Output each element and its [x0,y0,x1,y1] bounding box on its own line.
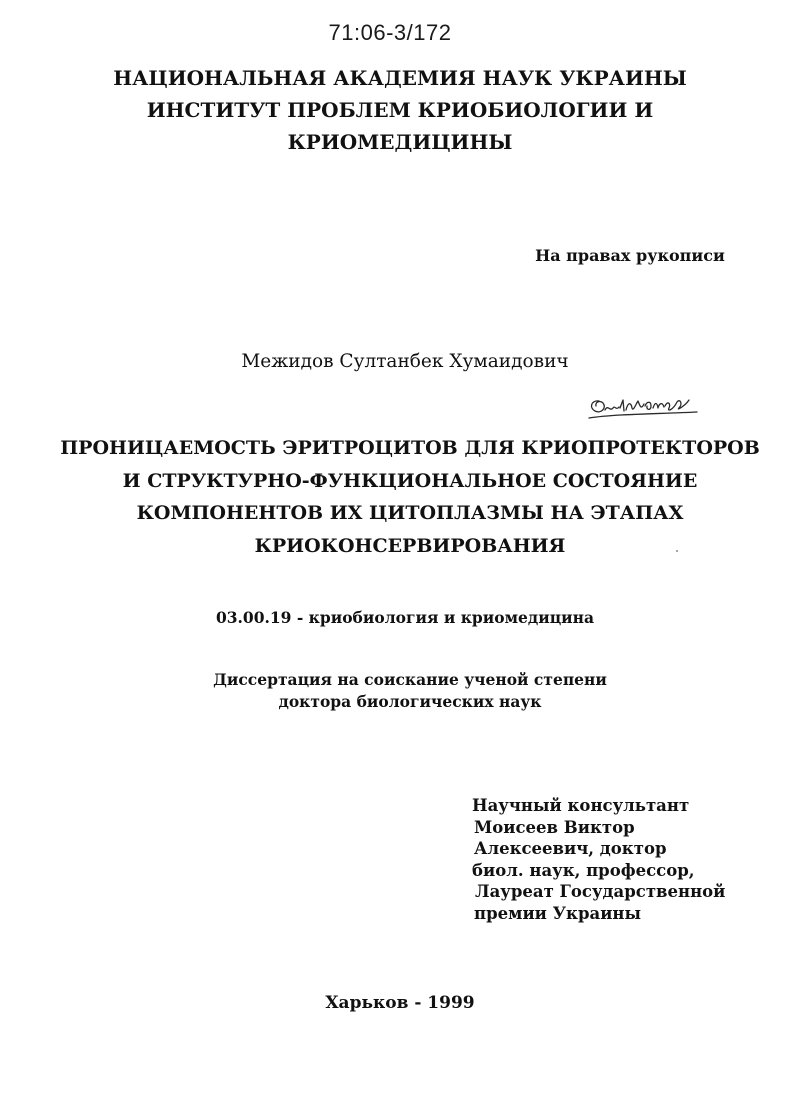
title-line: КОМПОНЕНТОВ ИХ ЦИТОПЛАЗМЫ НА ЭТАПАХ [136,502,684,524]
catalog-code: 71:06-3/172 [328,20,452,45]
dissertation-title [40,432,780,562]
advisor-line: Лауреат Государственной [475,882,726,901]
city-year: Харьков - 1999 [325,993,475,1013]
institution-line: КРИОМЕДИЦИНЫ [287,130,513,154]
title-line: И СТРУКТУРНО-ФУНКЦИОНАЛЬНОЕ СОСТОЯНИЕ [122,469,698,492]
author-name: Межидов Султанбек Хумаидович [241,351,569,372]
institution-line: ИНСТИТУТ ПРОБЛЕМ КРИОБИОЛОГИИ И [146,98,654,122]
advisor-line: Моисеев Виктор [474,817,635,837]
scan-speck [676,550,678,552]
advisor-line: Алексеевич, доктор [474,839,667,858]
institution-header [60,62,740,158]
degree-statement [150,669,670,713]
advisor-line: премии Украины [474,903,642,923]
institution-line: НАЦИОНАЛЬНАЯ АКАДЕМИЯ НАУК УКРАИНЫ [113,66,687,90]
degree-line: Диссертация на соискание ученой степени [213,670,607,689]
specialty-code: 03.00.19 - криобиология и криомедицина [215,608,595,627]
rights-note: На правах рукописи [535,246,725,265]
scientific-advisor [470,795,770,924]
degree-line: доктора биологических наук [278,692,542,711]
handwritten-signature [585,392,700,422]
advisor-line: Научный консультант [472,796,690,815]
title-line: КРИОКОНСЕРВИРОВАНИЯ [254,534,566,557]
title-line: ПРОНИЦАЕМОСТЬ ЭРИТРОЦИТОВ ДЛЯ КРИОПРОТЕКТОРОВ [60,437,760,459]
advisor-line: биол. наук, профессор, [472,860,695,880]
